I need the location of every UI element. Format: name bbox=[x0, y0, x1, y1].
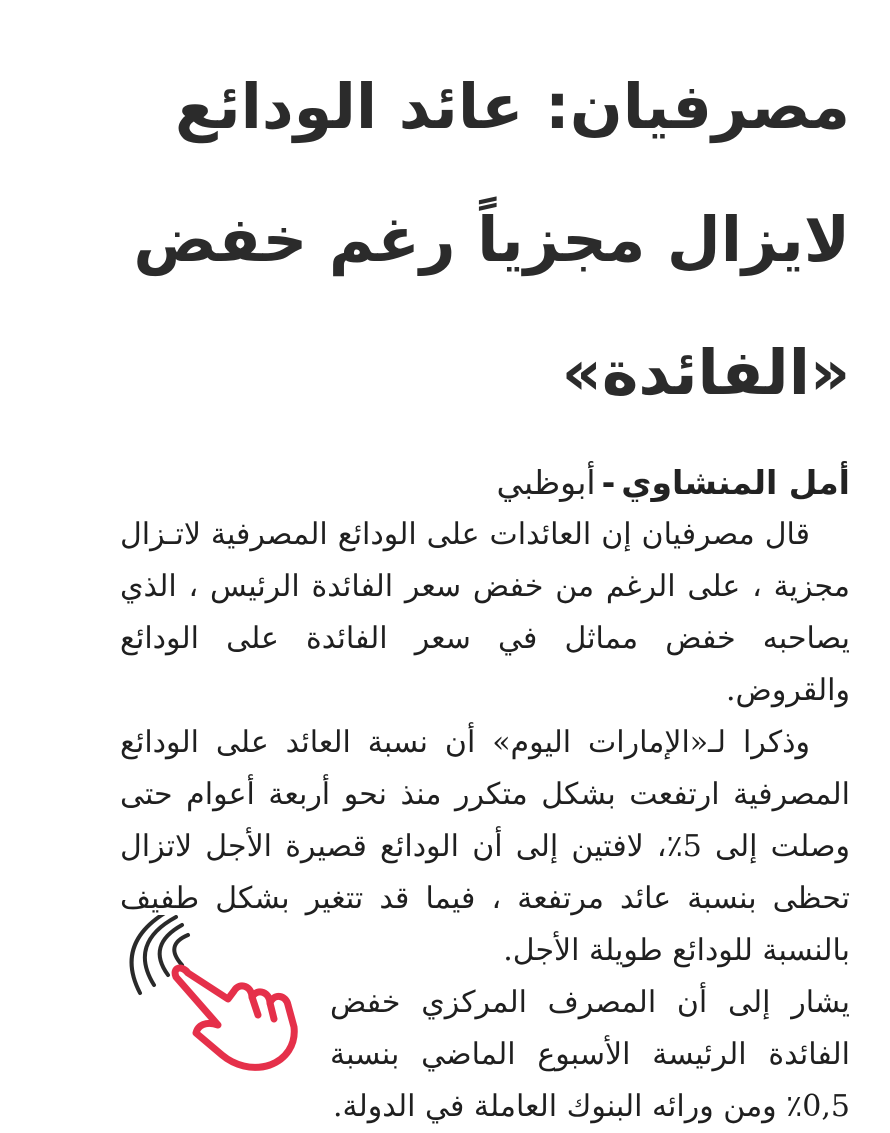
paragraph-3: يشار إلى أن المصرف المركزي خفض الفائدة الرئيسة الأسبوع الماضي بنسبة 0,5٪ ومن ورائه البنوك العاملة في الدولة. bbox=[330, 985, 850, 1124]
paragraph-2: وذكرا لـ«الإمارات اليوم» أن نسبة العائد على الودائع المصرفية ارتفعت بشكل متكرر منذ نحو أربعة أعوام حتى وصلت إلى 5٪، لافتين إلى أن الودائع قصيرة الأجل لاتزال تحظى بنسبة عائد مرتفعة ، فيما قد تتغير بشكل طفيف بالنسبة للودائع طويلة الأجل. bbox=[120, 725, 850, 968]
byline-separator: - bbox=[601, 463, 616, 502]
tap-hand-icon[interactable] bbox=[120, 915, 310, 1075]
byline bbox=[120, 461, 850, 505]
headline bbox=[120, 40, 850, 439]
author-name: أمل المنشاوي bbox=[621, 463, 850, 502]
tap-hand-graphic bbox=[120, 915, 310, 1075]
headline-line-1: مصرفيان: عائد الودائع bbox=[175, 70, 850, 143]
byline-location: أبوظبي bbox=[496, 463, 596, 502]
headline-line-3: «الفائدة» bbox=[561, 336, 850, 409]
paragraph-1: قال مصرفيان إن العائدات على الودائع المصرفية لاتـزال مجزية ، على الرغم من خفض سعر الفائدة الرئيس ، الذي يصاحبه خفض مماثل في سعر الفائدة على الودائع والقروض. bbox=[120, 517, 850, 708]
headline-line-2: لايزال مجزياً رغم خفض bbox=[133, 203, 850, 276]
